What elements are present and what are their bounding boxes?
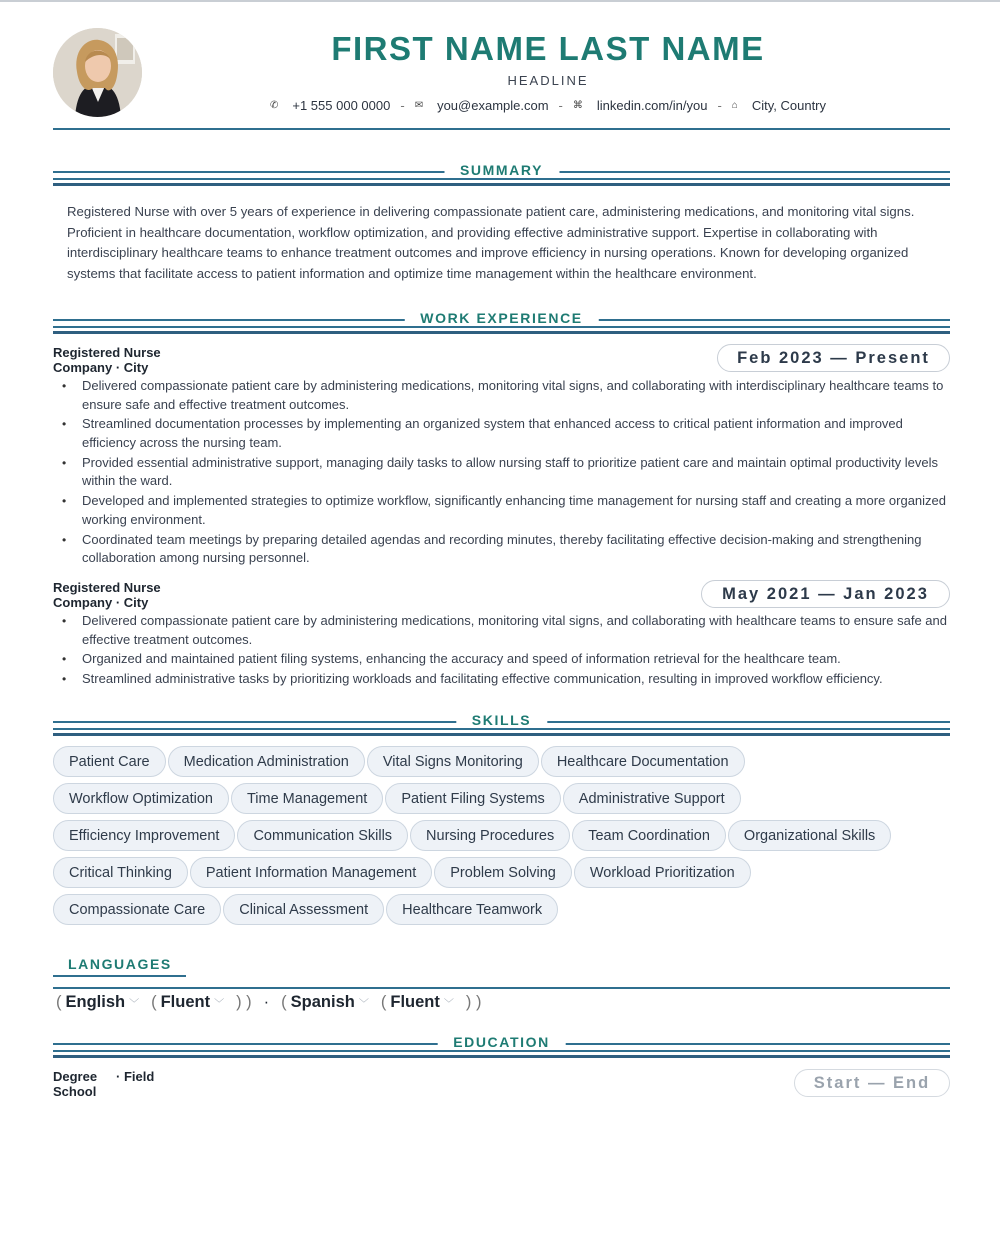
chevron-down-icon[interactable]: ﹀ xyxy=(358,999,369,1010)
contact-phone[interactable]: +1 555 000 0000 xyxy=(292,98,391,113)
contact-linkedin[interactable]: linkedin.com/in/you xyxy=(596,98,708,113)
job-dates: May 2021 — Jan 2023 xyxy=(701,580,950,608)
job-company: Company · City xyxy=(53,595,149,610)
section-title: SKILLS xyxy=(456,712,547,728)
section-heading-languages xyxy=(53,955,186,977)
skill-chip: Administrative Support xyxy=(563,783,741,814)
section-title: LANGUAGES xyxy=(68,956,172,972)
section-heading-education xyxy=(53,1035,950,1059)
link-icon: ⌘ xyxy=(572,100,583,111)
job-title: Registered Nurse xyxy=(53,580,161,595)
education-degree: Degree xyxy=(53,1069,98,1084)
contact-separator: - xyxy=(558,98,563,113)
job-title: Registered Nurse xyxy=(53,345,161,360)
list-item: • Streamlined documentation processes by implementing an organized system that enhanced access to critical patient information and improved efficiency across the nursing team. xyxy=(64,415,949,452)
headline: HEADLINE xyxy=(507,73,589,88)
profile-photo xyxy=(53,28,142,117)
skill-chip: Healthcare Teamwork xyxy=(386,894,558,925)
job-company: Company · City xyxy=(53,360,149,375)
section-title: SUMMARY xyxy=(444,162,559,178)
skill-chip: Problem Solving xyxy=(434,857,572,888)
skill-chip: Medication Administration xyxy=(168,746,365,777)
contact-separator: - xyxy=(717,98,722,113)
skill-chip: Patient Care xyxy=(53,746,166,777)
contact-location: City, Country xyxy=(751,98,827,113)
education-field: · Field xyxy=(116,1069,155,1084)
skill-chip: Compassionate Care xyxy=(53,894,221,925)
language-name[interactable]: Spanish xyxy=(290,993,355,1011)
summary-text: Registered Nurse with over 5 years of experience in delivering compassionate patient care, administering medications, and monitoring vital signs. Proficient in healthcare documentation, workflow optimization, and providing effective administrative support. Expertise in collaborating with interdisciplinary healthcare teams to enhance treatment outcomes and improve efficiency in nursing operations. Known for developing organized systems that facilitate access to patient information and optimize time management within the healthcare environment. xyxy=(67,204,915,281)
mail-icon: ✉ xyxy=(414,100,424,111)
skill-chip: Team Coordination xyxy=(572,820,726,851)
languages-list: ( English ﹀ ( Fluent ﹀ ) ) · ( Spanish ﹀ ( Fluent ﹀ ) ) xyxy=(56,993,482,1011)
contact-row xyxy=(153,98,943,113)
list-item: • Developed and implemented strategies to optimize workflow, significantly enhancing time management for nursing staff and creating a more organized working environment. xyxy=(64,492,949,529)
skill-chip: Time Management xyxy=(231,783,383,814)
section-heading-summary xyxy=(53,163,950,187)
skills-list xyxy=(53,746,950,931)
skill-chip: Workflow Optimization xyxy=(53,783,229,814)
list-item: • Organized and maintained patient filing systems, enhancing the accuracy and speed of information retrieval for the healthcare team. xyxy=(64,650,949,669)
list-item: • Coordinated team meetings by preparing detailed agendas and recording minutes, thereby facilitating effective decision-making and strengthening collaboration among nursing personnel. xyxy=(64,531,949,568)
skill-chip: Efficiency Improvement xyxy=(53,820,235,851)
chevron-down-icon[interactable]: ﹀ xyxy=(443,999,454,1010)
skill-chip: Workload Prioritization xyxy=(574,857,751,888)
job-dates: Feb 2023 — Present xyxy=(717,344,950,372)
language-name[interactable]: English xyxy=(65,993,126,1011)
skill-chip: Communication Skills xyxy=(237,820,408,851)
job-bullets xyxy=(64,377,949,569)
skill-chip: Organizational Skills xyxy=(728,820,891,851)
section-title: EDUCATION xyxy=(437,1034,566,1050)
job-bullets xyxy=(64,612,949,690)
section-heading-skills xyxy=(53,713,950,737)
list-item: • Streamlined administrative tasks by prioritizing workloads and facilitating effective communication, resulting in improved workflow efficiency. xyxy=(64,670,949,689)
chevron-down-icon[interactable]: ﹀ xyxy=(214,999,225,1010)
section-title: WORK EXPERIENCE xyxy=(404,310,598,326)
skill-chip: Vital Signs Monitoring xyxy=(367,746,539,777)
full-name: FIRST NAME LAST NAME xyxy=(331,30,765,67)
skill-chip: Patient Filing Systems xyxy=(385,783,560,814)
skill-chip: Clinical Assessment xyxy=(223,894,384,925)
language-level[interactable]: Fluent xyxy=(390,993,440,1011)
section-heading-work xyxy=(53,311,950,335)
education-school: School xyxy=(53,1084,97,1099)
phone-icon: ✆ xyxy=(269,100,279,111)
list-item: • Delivered compassionate patient care by administering medications, monitoring vital signs, and collaborating with interdisciplinary healthcare teams to ensure safe and effective treatment outcomes. xyxy=(64,377,949,414)
page-top-border xyxy=(0,0,1000,2)
list-item: • Provided essential administrative support, managing daily tasks to allow nursing staff to prioritize patient care and maintain optimal productivity levels within the ward. xyxy=(64,454,949,491)
chevron-down-icon[interactable]: ﹀ xyxy=(129,999,140,1010)
skill-chip: Patient Information Management xyxy=(190,857,432,888)
education-dates: Start — End xyxy=(794,1069,950,1097)
contact-separator: - xyxy=(400,98,405,113)
skill-chip: Healthcare Documentation xyxy=(541,746,745,777)
skill-chip: Critical Thinking xyxy=(53,857,188,888)
resume-header xyxy=(53,26,950,130)
list-item: • Delivered compassionate patient care by administering medications, monitoring vital signs, and collaborating with healthcare teams to ensure safe and effective treatment outcomes. xyxy=(64,612,949,649)
divider xyxy=(53,987,950,989)
language-separator: · xyxy=(263,993,270,1011)
home-icon: ⌂ xyxy=(731,100,738,111)
language-level[interactable]: Fluent xyxy=(160,993,211,1011)
contact-email[interactable]: you@example.com xyxy=(437,98,549,113)
skill-chip: Nursing Procedures xyxy=(410,820,570,851)
